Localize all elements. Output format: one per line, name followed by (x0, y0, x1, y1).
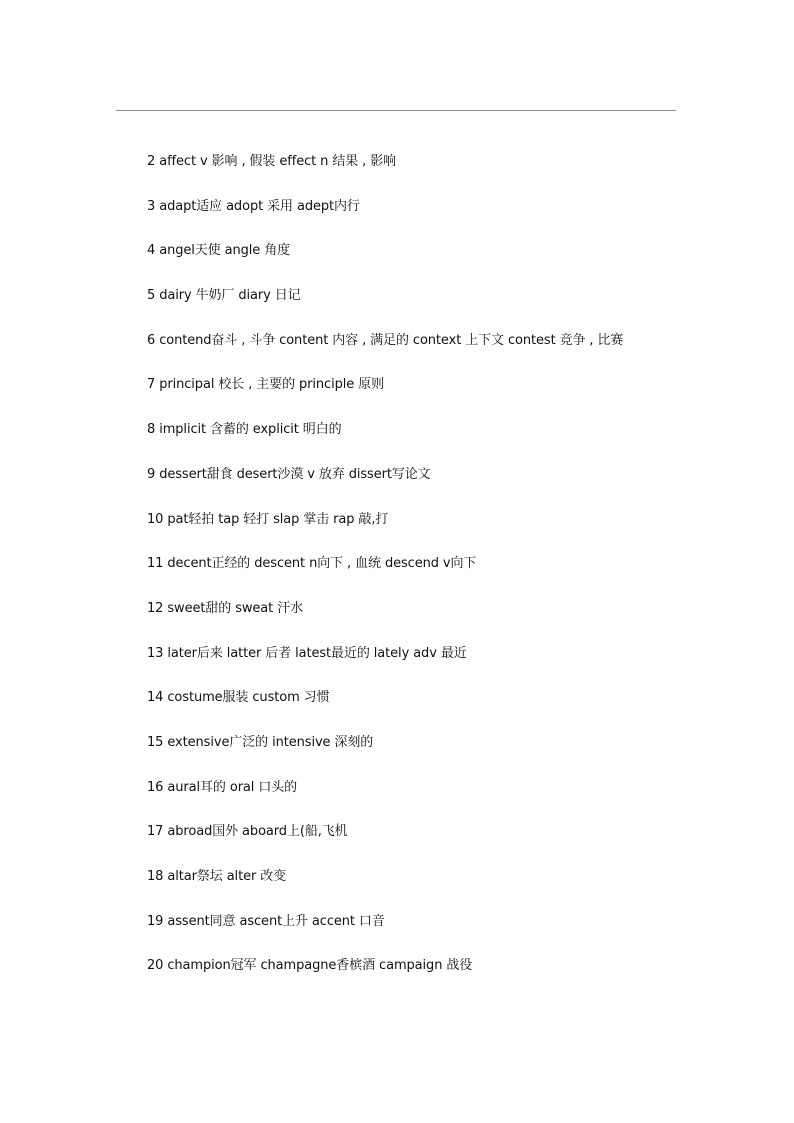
list-item: 13 later后来 latter 后者 latest最近的 lately adv 最近 (147, 645, 467, 661)
header-rule (116, 110, 676, 111)
vocabulary-list (147, 150, 767, 999)
list-item: 6 contend奋斗 , 斗争 content 内容 , 满足的 context 上下文 contest 竞争 , 比赛 (147, 332, 624, 348)
list-item: 14 costume服装 custom 习惯 (147, 690, 330, 706)
list-item: 2 affect v 影响 , 假装 effect n 结果 , 影响 (147, 154, 397, 169)
list-item: 5 dairy 牛奶厂 diary 日记 (147, 288, 301, 304)
list-item: 11 decent正经的 descent n向下 , 血统 descend v向下 (147, 556, 477, 572)
list-item: 4 angel天使 angle 角度 (147, 243, 291, 259)
list-item: 10 pat轻拍 tap 轻打 slap 掌击 rap 敲,打 (147, 511, 389, 527)
list-item: 8 implicit 含蓄的 explicit 明白的 (147, 422, 342, 438)
list-item: 16 aural耳的 oral 口头的 (147, 779, 298, 795)
list-item: 20 champion冠军 champagne香槟酒 campaign 战役 (147, 958, 473, 974)
list-item: 18 altar祭坛 alter 改变 (147, 869, 287, 884)
list-item: 15 extensive广泛的 intensive 深刻的 (147, 734, 374, 750)
list-item: 7 principal 校长 , 主要的 principle 原则 (147, 377, 385, 393)
list-item: 17 abroad国外 aboard上(船,飞机 (147, 824, 348, 840)
list-item: 19 assent同意 ascent上升 accent 口音 (147, 913, 385, 929)
list-item: 12 sweet甜的 sweat 汗水 (147, 600, 304, 616)
list-item: 3 adapt适应 adopt 采用 adept内行 (147, 198, 360, 214)
list-item: 9 dessert甜食 desert沙漠 v 放弃 dissert写论文 (147, 466, 431, 482)
